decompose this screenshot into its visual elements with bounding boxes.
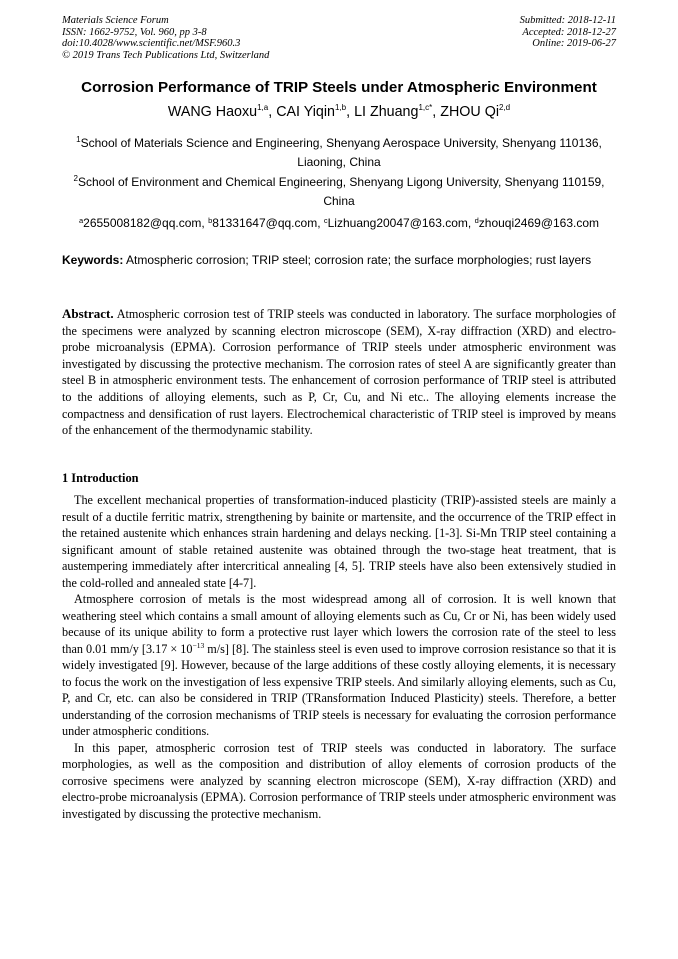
author-sup: 1,c* xyxy=(418,103,433,113)
submitted-date: Submitted: 2018-12-11 xyxy=(519,15,616,26)
introduction-body xyxy=(62,492,616,822)
email-address[interactable]: 81331647@qq.com xyxy=(212,216,318,230)
abstract-text: Atmospheric corrosion test of TRIP steels was conducted in laboratory. The surface morphologies of the specimens were analyzed by scanning electron microscope (SEM), X-ray diffraction (XRD) and electro-probe microanalysis (EPMA). Corrosion performance of TRIP steels under atmospheric environment was investigated by discussing the protective mechanism. The corrosion rates of steel A are significantly greater than steel B in atmospheric environment tests. The enhancement of corrosion performance of TRIP steel is attributed to the additions of alloying elements, such as P, Cr, Cu, and Ni etc.. The alloying elements increase the compactness and densification of rust layers. Electrochemical characteristic of TRIP steel is improved by means of the enhancement of the thermodynamic stability. xyxy=(62,307,616,438)
author-list: WANG Haoxu$^{1,a}$, CAI Yiqin$^{1,b}$, LI Zhuang$^{1,c*}$, ZHOU Qi$^{2,d}$ xyxy=(167,103,511,120)
email-list: $^a$2655008182@qq.com, $^b$81331647@qq.com, $^c$Lizhuang20047@163.com, $^d$zhouqi2469@163.com xyxy=(78,216,600,230)
dates-info xyxy=(520,15,616,50)
affiliation-sup: 1 xyxy=(76,135,81,144)
abstract-label: Abstract. xyxy=(62,306,114,321)
paragraph-text: m/s] [8]. The stainless steel is even used to improve corrosion resistance so that it is widely investigated [9]. However, because of the large additions of these costly alloying elements, it is necessary to focus the work on the investigation of less expensive TRIP steels. And similarly alloying elements, such as Cu, P, and Cr, etc. can also be considered in TRIP (TRansformation Induced Plasticity) steels. Therefore, a better understanding of the corrosion mechanisms of TRIP steels is necessary for evaluating the corrosion performance under atmospheric conditions. xyxy=(62,641,616,738)
abstract-block xyxy=(62,306,616,439)
copyright-line: © 2019 Trans Tech Publications Ltd, Switzerland xyxy=(62,49,270,61)
email-sup: b xyxy=(208,216,213,225)
affiliation-text: School of Environment and Chemical Engineering, Shenyang Ligong University, Shenyang 110159, China xyxy=(77,175,605,208)
doi-line: doi:10.4028/www.scientific.net/MSF.960.3 xyxy=(62,38,241,49)
author-sup: 2,d xyxy=(499,103,511,113)
author-name: LI Zhuang xyxy=(354,104,419,120)
affiliation-1 xyxy=(66,134,612,172)
exponent: −13 xyxy=(192,640,205,650)
accepted-date: Accepted: 2018-12-27 xyxy=(522,26,616,38)
online-date: Online: 2019-06-27 xyxy=(532,38,616,49)
paragraph xyxy=(62,591,616,740)
author-name: ZHOU Qi xyxy=(440,104,499,120)
section-heading: 1 Introduction xyxy=(62,471,139,485)
author-sup: 1,b xyxy=(335,103,347,113)
issn-line: ISSN: 1662-9752, Vol. 960, pp 3-8 xyxy=(62,26,207,38)
keywords-block xyxy=(62,252,616,270)
email-sup: c xyxy=(323,216,328,225)
paper-title: Corrosion Performance of TRIP Steels under Atmospheric Environment xyxy=(81,79,597,96)
author-name: CAI Yiqin xyxy=(276,104,335,120)
journal-name: Materials Science Forum xyxy=(62,15,169,26)
keywords-label: Keywords: xyxy=(62,253,124,267)
paragraph: In this paper, atmospheric corrosion test of TRIP steels was conducted in laboratory. The surface morphologies, as well as the composition and distribution of alloy elements of corrosion products of the corrosive specimens were analyzed by scanning electron microscope (SEM), X-ray diffraction (XRD) and electro-probe microanalysis (EPMA). Corrosion performance of TRIP steels under atmospheric environment was investigated by discussing the protective mechanism. xyxy=(62,740,616,821)
affiliation-text: School of Materials Science and Engineering, Shenyang Aerospace University, Shenyang 110136, Liaoning, China xyxy=(80,136,602,169)
affiliation-2 xyxy=(66,173,612,211)
email-sup: a xyxy=(78,216,84,225)
email-address[interactable]: Lizhuang20047@163.com xyxy=(327,216,468,230)
affiliation-sup: 2 xyxy=(73,174,78,183)
author-name: WANG Haoxu xyxy=(167,104,258,120)
author-sup: 1,a xyxy=(257,103,269,113)
keywords-text: Atmospheric corrosion; TRIP steel; corrosion rate; the surface morphologies; rust layers xyxy=(126,253,592,267)
paragraph-text: Atmosphere corrosion of metals is the most widespread among all of corrosion. It is well known that weathering steel which contains a small amount of alloying elements such as Cu, Cr or Ni, has been widely used because of its unique ability to form a protective rust layer which lowers the corrosion rate of the steel to less than 0.01 mm/y [3.17 × 10 xyxy=(62,592,616,656)
journal-info xyxy=(62,15,269,61)
email-address[interactable]: zhouqi2469@163.com xyxy=(478,216,600,230)
paragraph: The excellent mechanical properties of transformation-induced plasticity (TRIP)-assisted steels are mainly a result of a ductile ferritic matrix, strengthening by bainite or martensite, and the occurrence of the TRIP effect in the retained austenite which enhances strain hardening and delays necking. [1-3]. Si-Mn TRIP steel containing a significant amount of stable retained austenite was obtained through the two-stage heat treatment, that is austempering immediately after intercritical annealing [4, 5]. TRIP steels have also been extensively studied in the cold-rolled and annealed state [4-7]. xyxy=(62,493,616,590)
email-sup: d xyxy=(474,216,479,225)
email-address[interactable]: 2655008182@qq.com xyxy=(83,216,202,230)
